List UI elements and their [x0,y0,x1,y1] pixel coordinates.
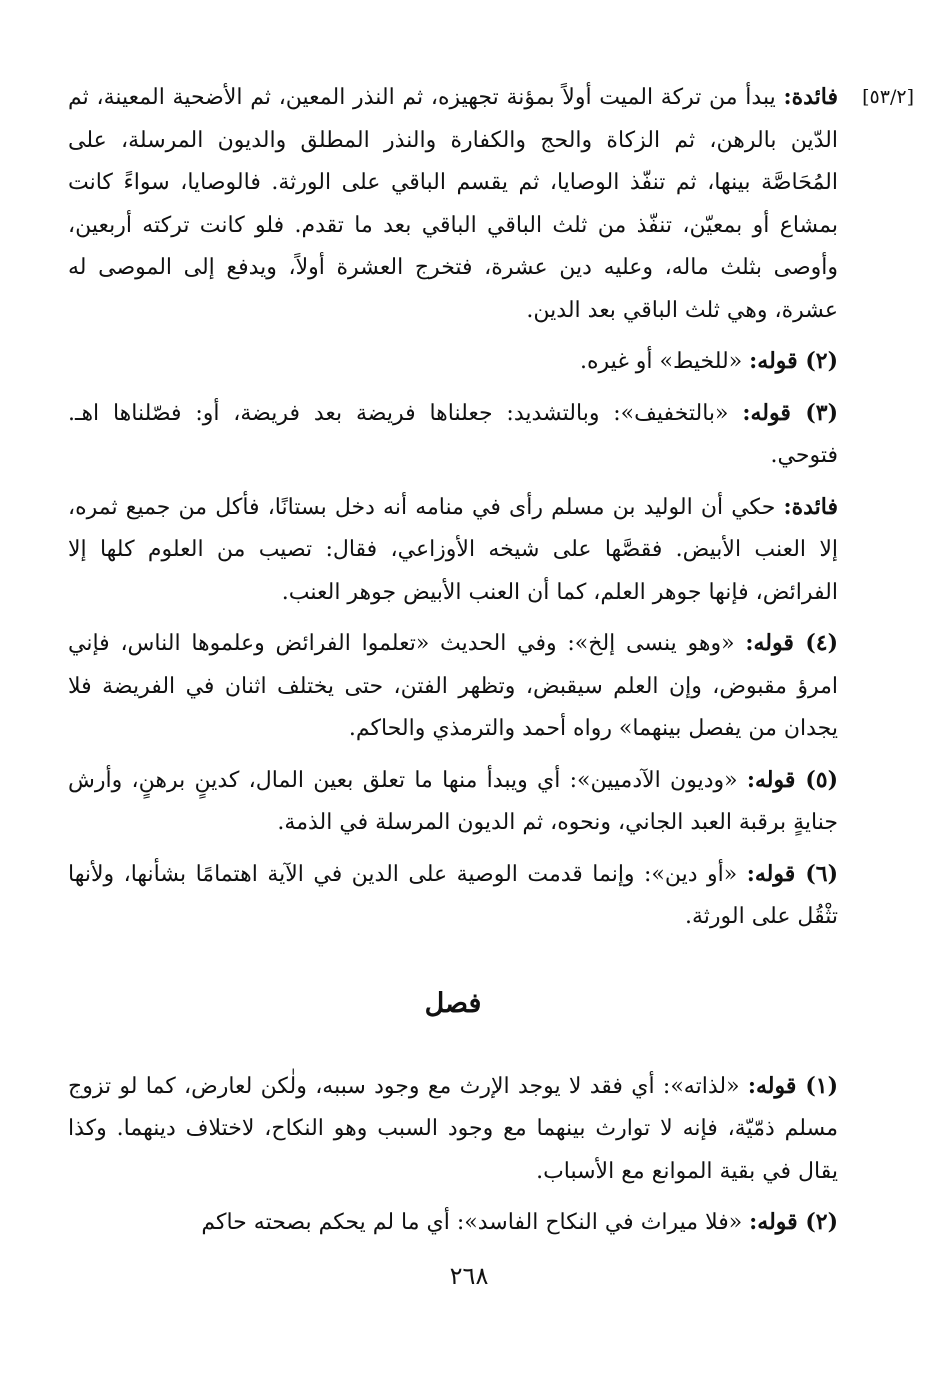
paragraph-text: «وهو ينسى إلخ»: وفي الحديث «تعلموا الفرائض وعلموها الناس، فإني امرؤ مقبوض، وإن العلم سيقبض، وتظهر الفتن، حتى يختلف اثنان في الفريضة فلا يجدان من يفصل بينهما» رواه أحمد والترمذي والحاكم. [68,631,838,741]
paragraph-text: «أو دين»: وإنما قدمت الوصية على الدين في الآية اهتمامًا بشأنها، ولأنها تثْقُل على الورثة. [68,861,838,929]
paragraph-label: (١) قوله: [747,1072,838,1099]
paragraph-text: «لذاته»: أي فقد لا يوجد الإرث مع وجود سببه، ولٰكن لعارض، كما لو تزوج مسلم ذمّيّة، فإنه لا توارث بينهما مع وجود السبب وهو النكاح، لاختلاف دينهما. وكذا يقال في بقية الموانع مع الأسباب. [68,1073,838,1184]
paragraph-text: حكي أن الوليد بن مسلم رأى في منامه أنه دخل بستانًا، فأكل من جميع ثمره، إلا العنب الأبيض. فقصَّها على شيخه الأوزاعي، فقال: تصيب من العلوم كلها إلا الفرائض، فإنها جوهر العلم، كما أن العنب الأبيض جوهر العنب. [68,494,838,605]
page-number: ٢٦٨ [449,1262,489,1290]
paragraph-text: يبدأ من تركة الميت أولاً بمؤنة تجهيزه، ثم النذر المعين، ثم الأضحية المعينة، ثم الدّين بالرهن، ثم الزكاة والحج والكفارة والنذر المطلق والديون المرسلة، على المُحَاصَّة بينها، ثم تنفّذ الوصايا، ثم يقسم الباقي على الورثة. فالوصايا، سواءً كانت بمشاع أو بمعيّن، تنفّذ من ثلث الباقي الباقي بعد ما تقدم. فلو كانت تركته أربعين، وأوصى بثلث ماله، وعليه دين عشرة، فتخرج العشرة أولاً، ويدفع إلى الموصى له عشرة، وهي ثلث الباقي بعد الدين. [68,85,838,323]
paragraph-label: فائدة: [783,493,838,520]
paragraph-text: «بالتخفيف»: وبالتشديد: جعلناها فريضة بعد فريضة، أو: فصّلناها اهـ. فتوحي. [68,400,838,468]
section-footnote-2 [68,1201,838,1245]
paragraph-label: (٤) قوله: [745,630,838,656]
paragraph-text: «فلا ميراث في النكاح الفاسد»: أي ما لم يحكم بصحته حاكم [201,1210,750,1235]
footnote-6 [68,853,838,939]
paragraph-label: فائدة: [783,84,838,110]
section-heading: فصل [424,987,482,1019]
paragraph-benefit-1 [68,76,838,332]
paragraph-label: (٦) قوله: [746,860,838,887]
paragraph-text: «للخيط» أو غيره. [580,349,750,374]
footnote-5 [68,759,838,845]
footnote-4 [68,622,838,751]
footnote-3 [68,392,838,478]
paragraph-label: (٢) قوله: [749,1209,838,1235]
paragraph-label: (٥) قوله: [746,766,839,793]
paragraph-text: «وديون الآدميين»: أي ويبدأ منها ما تعلق بعين المال، كدينٍ برهنٍ، وأرش جنايةٍ برقبة العبد الجاني، ونحوه، ثم الديون المرسلة في الذمة. [68,767,838,835]
footnote-2 [68,340,838,384]
section-footnote-1 [68,1065,838,1194]
page-content [68,76,838,1253]
volume-page-reference: [٥٣/٢] [862,86,914,108]
paragraph-label: (٢) قوله: [749,348,838,374]
paragraph-label: (٣) قوله: [742,399,838,426]
paragraph-benefit-2 [68,486,838,615]
